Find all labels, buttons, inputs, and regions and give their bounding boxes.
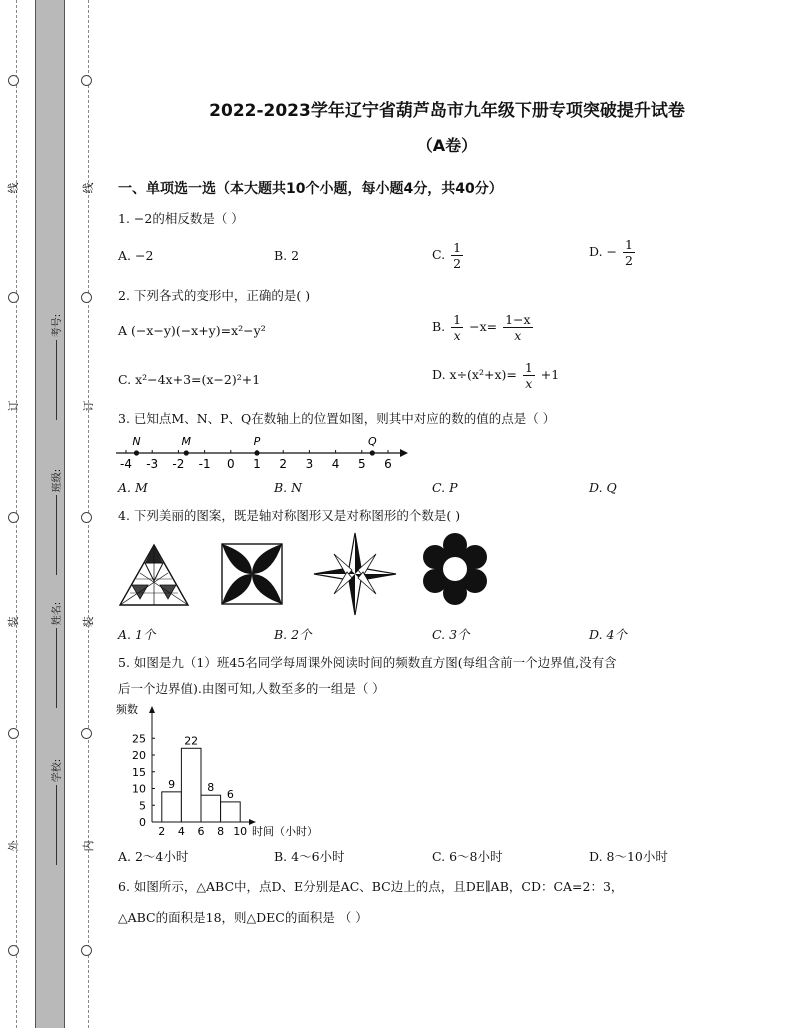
- q4-stem: 4. 下列美丽的图案，既是轴对称图形又是对称图形的个数是( ): [118, 508, 461, 523]
- pattern-2-square: [221, 543, 283, 605]
- binding-hole: [8, 945, 19, 956]
- q1-option-b[interactable]: B. 2: [274, 248, 300, 263]
- denominator: x: [453, 328, 461, 343]
- number-line-point-label: M: [181, 435, 192, 448]
- numerator: 1: [524, 360, 533, 375]
- q4-option-d[interactable]: D. 4个: [589, 627, 627, 642]
- q3-option-c[interactable]: C. P: [432, 480, 458, 495]
- q1-c-fraction: [451, 240, 463, 271]
- denominator: x: [525, 376, 533, 391]
- q2-stem: 2. 下列各式的变形中，正确的是( ): [118, 288, 311, 303]
- histogram-bar: [181, 748, 201, 822]
- numerator: 1−x: [505, 312, 531, 327]
- number-line-tick-label: 5: [357, 457, 366, 471]
- histogram-bar: [162, 792, 182, 822]
- q1-stem: 1. −2的相反数是（ ）: [118, 211, 244, 226]
- number-line-point-label: Q: [367, 435, 377, 448]
- inner-char-zhuang: 装: [82, 616, 95, 628]
- number-line-point-P: [254, 450, 259, 455]
- binding-hole: [81, 75, 92, 86]
- q2-d-suffix: +1: [540, 367, 560, 382]
- q1-option-d[interactable]: [589, 237, 637, 268]
- q5-stem-line2: 后一个边界值).由图可知,人数至多的一组是（ ）: [118, 681, 385, 696]
- class-label: 班级:: [52, 468, 64, 493]
- numerator: 1: [453, 312, 462, 327]
- y-tick-label: 0: [139, 816, 146, 829]
- q5-option-b[interactable]: B. 4～6小时: [274, 849, 345, 864]
- x-tick-label: 10: [233, 825, 248, 838]
- q1-option-a[interactable]: A. −2: [118, 248, 154, 263]
- binding-hole: [81, 512, 92, 523]
- exam-number-line[interactable]: [56, 340, 57, 420]
- school-field: [36, 745, 64, 865]
- q1-c-prefix: C.: [432, 247, 446, 262]
- outer-char-xian: 线: [7, 182, 20, 194]
- class-line[interactable]: [56, 495, 57, 575]
- number-line-point-label: P: [253, 435, 261, 448]
- binding-hole: [81, 945, 92, 956]
- y-tick-label: 10: [132, 782, 146, 796]
- q2-b-mid: −x=: [469, 319, 498, 334]
- histogram-bar-label: 8: [207, 781, 215, 795]
- binding-hole: [8, 512, 19, 523]
- school-label: 学校:: [52, 758, 64, 783]
- number-line-tick-label: 6: [384, 457, 392, 471]
- inner-char-xian: 线: [82, 182, 95, 194]
- number-line-tick-label: 4: [331, 457, 340, 471]
- number-line-point-M: [184, 450, 189, 455]
- page-subtitle: （A卷）: [416, 136, 478, 155]
- numerator: 1: [624, 237, 633, 252]
- q2-option-d[interactable]: [432, 360, 559, 391]
- denominator: x: [514, 328, 522, 343]
- x-tick-label: 6: [197, 825, 205, 838]
- q6-stem-line1: 6. 如图所示，△ABC中，点D、E分别是AC、BC边上的点，且DE∥AB，CD：CA=2：3，: [118, 879, 624, 894]
- outer-char-wai: 外: [7, 840, 20, 852]
- pattern-4-flower: [420, 532, 490, 606]
- y-tick-label: 15: [132, 765, 146, 779]
- class-field: [36, 455, 64, 575]
- page-title: 2022-2023学年辽宁省葫芦岛市九年级下册专项突破提升试卷: [209, 101, 685, 121]
- number-line-point-Q: [370, 450, 375, 455]
- q4-option-c[interactable]: C. 3个: [432, 627, 470, 642]
- number-line-tick-label: 0: [226, 457, 235, 471]
- number-line-figure: [112, 430, 412, 474]
- x-tick-label: 2: [158, 825, 166, 838]
- q2-b-prefix: B.: [432, 319, 446, 334]
- q5-stem-line1: 5. 如图是九（1）班45名同学每周课外阅读时间的频数直方图(每组含前一个边界值,没有含: [118, 655, 617, 670]
- outer-char-ding: 订: [7, 400, 20, 412]
- histogram-bar-label: 22: [184, 734, 199, 748]
- q3-option-b[interactable]: B. N: [274, 480, 303, 495]
- q2-d-fraction: [523, 360, 535, 391]
- binding-margin: [0, 0, 100, 1028]
- binding-hole: [8, 728, 19, 739]
- number-line-tick-label: -4: [120, 457, 132, 471]
- pattern-3-star: [312, 532, 398, 616]
- name-field: [36, 588, 64, 708]
- numerator: 1: [453, 240, 462, 255]
- q5-option-d[interactable]: D. 8～10小时: [589, 849, 668, 864]
- q2-option-c[interactable]: C. x²−4x+3=(x−2)²+1: [118, 372, 261, 387]
- histogram-chart: [112, 700, 342, 842]
- name-label: 姓名:: [52, 601, 64, 626]
- q2-option-b[interactable]: [432, 312, 535, 343]
- x-axis-label: 时间（小时）: [252, 825, 318, 838]
- q5-option-a[interactable]: A. 2～4小时: [118, 849, 189, 864]
- school-line[interactable]: [56, 785, 57, 865]
- binding-hole: [81, 728, 92, 739]
- y-axis-label: 频数: [116, 703, 138, 716]
- x-tick-label: 8: [217, 825, 225, 838]
- inner-char-ding: 订: [82, 400, 95, 412]
- binding-hole: [81, 292, 92, 303]
- number-line-tick-label: -2: [172, 457, 185, 471]
- number-line-tick-label: 2: [279, 457, 288, 471]
- number-line-tick-label: 3: [305, 457, 314, 471]
- number-line-tick-label: 1: [253, 457, 261, 471]
- q2-d-prefix: D. x÷(x²+x)=: [432, 367, 517, 382]
- outer-char-zhuang: 装: [7, 616, 20, 628]
- q2-b-fraction-1: [451, 312, 463, 343]
- inner-char-nei: 内: [82, 840, 95, 852]
- q2-b-fraction-2: [503, 312, 532, 343]
- q1-d-prefix: D. −: [589, 244, 617, 259]
- q3-option-d[interactable]: D. Q: [589, 480, 617, 495]
- section-heading: 一、单项选一选（本大题共10个小题，每小题4分，共40分）: [118, 181, 503, 197]
- pattern-1-triangle: [118, 543, 190, 607]
- y-tick-label: 5: [139, 799, 146, 813]
- q6-stem-line2: △ABC的面积是18，则△DEC的面积是 （ ）: [118, 910, 368, 925]
- exam-number-label: 考号:: [52, 313, 64, 338]
- q2-option-a[interactable]: A (−x−y)(−x+y)=x²−y²: [118, 323, 266, 338]
- exam-number-field: [36, 300, 64, 420]
- q3-stem: 3. 已知点M、N、P、Q在数轴上的位置如图，则其中对应的数的值的点是（ ）: [118, 411, 556, 426]
- y-tick-label: 25: [132, 732, 146, 746]
- number-line-tick-label: -3: [146, 457, 159, 471]
- y-axis-arrow: [149, 706, 155, 713]
- number-line-point-N: [134, 450, 139, 455]
- x-tick-label: 4: [177, 825, 185, 838]
- number-line-point-label: N: [132, 435, 141, 448]
- q3-option-a[interactable]: A. M: [118, 480, 148, 495]
- q5-option-c[interactable]: C. 6～8小时: [432, 849, 503, 864]
- denominator: 2: [453, 256, 462, 271]
- histogram-bar-label: 9: [168, 777, 176, 791]
- denominator: 2: [624, 253, 633, 268]
- histogram-bar: [201, 795, 221, 822]
- q1-option-c[interactable]: [432, 240, 465, 271]
- binding-hole: [8, 292, 19, 303]
- q1-d-fraction: [623, 237, 635, 268]
- number-line-tick-label: -1: [198, 457, 211, 471]
- binding-hole: [8, 75, 19, 86]
- number-line-arrow: [400, 449, 408, 457]
- histogram-bar-label: 6: [226, 787, 234, 801]
- histogram-bar: [221, 802, 241, 822]
- name-line[interactable]: [56, 628, 57, 708]
- y-tick-label: 20: [132, 749, 146, 762]
- q4-option-a[interactable]: A. 1个: [118, 627, 156, 642]
- q4-option-b[interactable]: B. 2个: [274, 627, 312, 642]
